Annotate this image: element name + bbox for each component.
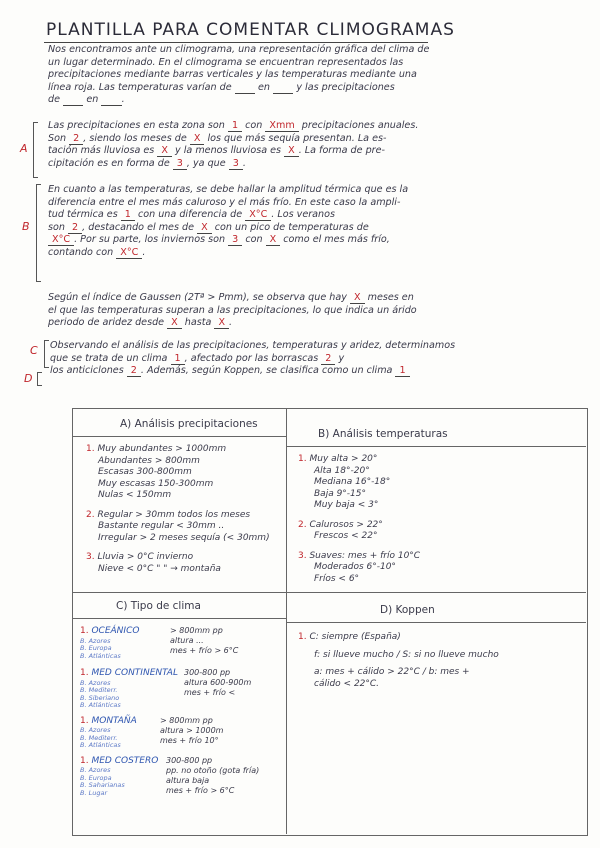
section-cd-paragraph: Observando el análisis de las precipitaciones, temperaturas y aridez, determinamos que se trata de un clima 1 , afectado por las borrascas 2 y los anticiclones 2 . Además, según Koppen, se clasifica como un clima 1 [50, 340, 456, 377]
intro-line: línea roja. Las temperaturas varían de en y las precipitaciones [48, 81, 395, 93]
cell-a-title: A) Análisis precipitaciones [120, 418, 258, 430]
cell-a-title-rule [72, 436, 286, 437]
section-b-letter: B [22, 220, 30, 233]
cell-d-content [298, 632, 582, 690]
a-item-1: 1. Muy abundantes > 1000mm Abundantes > 800mm Escasas 300-800mm Muy escasas 150-300mm Nulas < 150mm [86, 444, 227, 500]
title-underline [44, 42, 428, 43]
b-item-1: 1. Muy alta > 20° Alta 18°-20° Mediana 16°-18° Baja 9°-15° Muy baja < 3° [298, 454, 391, 510]
cell-c-title: C) Tipo de clima [116, 600, 201, 612]
cell-c-title-rule [72, 618, 286, 619]
section-d-letter: D [24, 372, 33, 385]
c-climate-montana: 1. MONTAÑA B. Azores B. Mediterr. B. Atlánticas > 800mm pp altura > 1000m mes + frío 10° [80, 715, 224, 749]
intro-line: precipitaciones mediante barras verticales y las temperaturas mediante una [48, 69, 417, 81]
intro-paragraph [48, 44, 576, 107]
section-c-letter: C [30, 344, 38, 357]
a-item-3: 3. Lluvia > 0°C invierno Nieve < 0°C " " → montaña [86, 552, 221, 574]
b-item-3: 3. Suaves: mes + frío 10°C Moderados 6°-10° Fríos < 6° [298, 550, 421, 584]
section-a-bracket [33, 122, 38, 178]
table-horizontal-divider [72, 592, 586, 593]
intro-line: Nos encontramos ante un climograma, una representación gráfica del clima de [48, 44, 430, 55]
a-item-2: 2. Regular > 30mm todos los meses Bastante regular < 30mm .. Irregular > 2 meses sequía (< 30mm) [86, 509, 270, 543]
cell-b-title: B) Análisis temperaturas [318, 428, 448, 440]
cell-c-content [80, 626, 284, 797]
cell-b-title-rule [286, 446, 586, 447]
cell-d-title: D) Koppen [380, 604, 435, 616]
cell-d-title-rule [286, 622, 586, 623]
page-title: PLANTILLA PARA COMENTAR CLIMOGRAMAS [46, 20, 455, 40]
intro-line: de en . [48, 94, 125, 106]
c-climate-med-costero: 1. MED COSTERO B. Azores B. Europa B. Saharianas B. Lugar 300-800 pp pp. no otoño (gota fría) altura baja mes + frío > 6°C [80, 755, 260, 797]
section-d-bracket [37, 372, 42, 386]
gaussen-paragraph: Según el índice de Gaussen (2Tª > Pmm), se observa que hay X meses en el que las temperaturas superan a las precipitaciones, lo que indica un árido periodo de aridez desde X hasta X . [48, 292, 417, 329]
section-c-bracket [44, 340, 49, 368]
b-item-2: 2. Calurosos > 22° Frescos < 22° [298, 519, 383, 541]
intro-line: un lugar determinado. En el climograma se encuentran representados las [48, 56, 404, 68]
section-b-paragraph: En cuanto a las temperaturas, se debe hallar la amplitud térmica que es la diferencia entre el mes más caluroso y el más frío. En este caso la ampli- tud térmica es 1 con una diferencia de X°C . Los veranos son 2 , destacando el mes de X con un pico de temperaturas de X°C . Por su parte, los inviernos son 3 con X como el mes más frío, contando con X°C . [48, 184, 409, 258]
d-item-1: 1. C: siempre (España) f: si llueve mucho / S: si no llueve mucho a: mes + cálido > 22°C / b: mes + cálido < 22°C. [298, 632, 499, 689]
c-climate-med-continental: 1. MED CONTINENTAL B. Azores B. Mediterr. B. Siberiano B. Atlánticas 300-800 pp altura 600-900m mes + frío < [80, 668, 252, 709]
section-a-paragraph: Las precipitaciones en esta zona son 1 con Xmm precipitaciones anuales. Son 2 , siendo los meses de X los que más sequía presentan. La es- tación más lluviosa es X y la menos lluviosa es X . La forma de pre- cipitación es en forma de 3 , ya que 3 . [48, 120, 419, 169]
c-climate-oceanico: 1. OCEÁNICO B. Azores B. Europa B. Atlánticas > 800mm pp altura ... mes + frío > 6°C [80, 626, 239, 660]
table-vertical-divider [286, 408, 287, 834]
section-a-letter: A [20, 142, 28, 155]
section-b-bracket [36, 184, 41, 282]
cell-a-content [86, 444, 282, 575]
cell-b-content [298, 454, 580, 585]
